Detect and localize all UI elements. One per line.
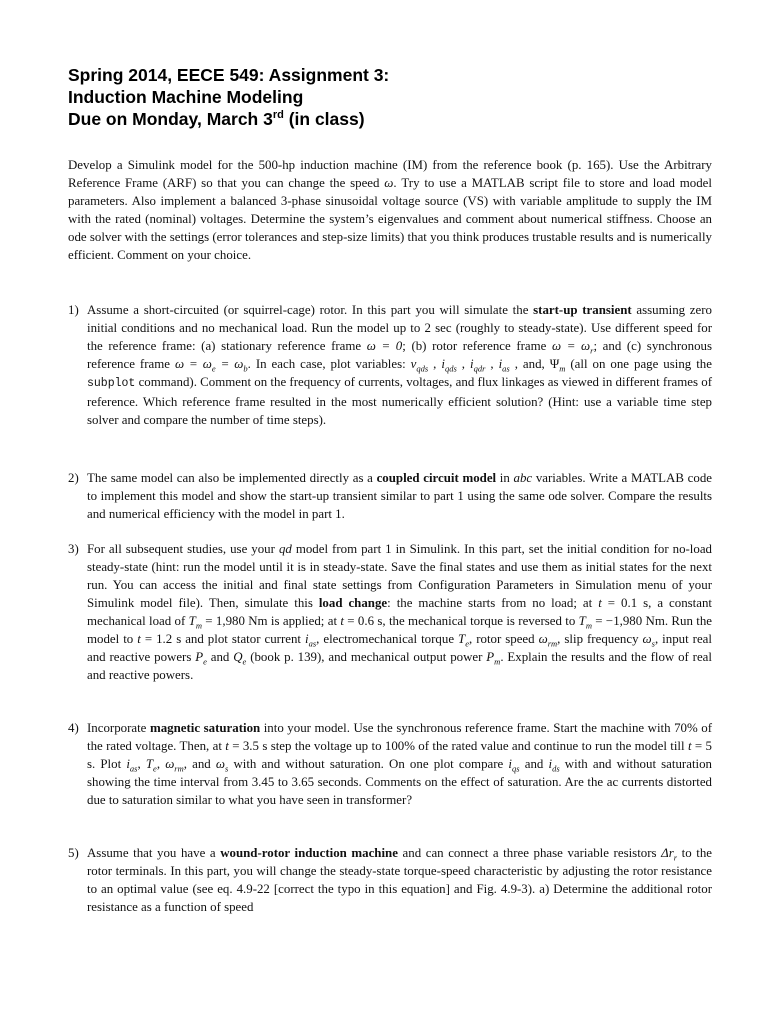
list-item-2 [68,469,712,523]
title-line-due [68,108,728,130]
item-text: The same model can also be implemented directly as a coupled circuit model in abc variables. Write a MATLAB code to implement this model and show the start-up transient similar to part 1 using the same ode solver. Compare the results and numerical efficiency with the model in part 1. [87,471,712,521]
intro-paragraph: Develop a Simulink model for the 500-hp induction machine (IM) from the reference book (p. 165). Use the Arbitrary Reference Frame (ARF) so that you can change the speed ω. Try to use a MATLAB script file to store and load model parameters. Also implement a balanced 3-phase sinusoidal voltage source (VS) with variable amplitude to supply the IM with the rated (nominal) voltages. Determine the system’s eigenvalues and comment about numerical stiffness. Choose an ode solver with the settings (error tolerances and step-size limits) that you think produces trustable results and is numerically efficient. Comment on your choice. [68,158,712,262]
list-item-5 [68,844,712,916]
item-text: Assume a short-circuited (or squirrel-cage) rotor. In this part you will simulate the start-up transient assuming zero initial conditions and no mechanical load. Run the model up to 2 sec (roughly to steady-state). Use different speed for the reference frame: (a) stationary reference frame ω = 0; (b) rotor reference frame $\omega = \omega_r$; and (c) synchronous reference frame $\omega = \omega_e = \omega_b$. In each case, plot variables: $v_{qds}$ , $i_{qds}$ , $i_{qdr}$ , $i_{as}$ , and, $\Psi_m$ (all on one page using the subplot command). Comment on the frequency of currents, voltages, and flux linkages as viewed in different frames of reference. Which reference frame resulted in the most numerically efficient solution? (Hint: use a variable time step solver and compare the number of time steps). [87,303,712,427]
title-line-topic: Induction Machine Modeling [68,87,304,107]
title-line-course: Spring 2014, EECE 549: Assignment 3: [68,65,390,85]
item-number: 3) [68,542,79,556]
due-superscript: rd [272,109,284,122]
item-text: Incorporate magnetic saturation into your model. Use the synchronous reference frame. Start the machine with 70% of the rated voltage. Then, at t = 3.5 s step the voltage up to 100% of the rated value and continue to run the model till t = 5 s. Plot $i_{as}$, $T_e$, $\omega_{rm}$, and $\omega_s$ with and without saturation. On one plot compare $i_{qs}$ and $i_{ds}$ with and without saturation showing the time interval from 3.45 to 3.65 seconds. Comments on the effect of saturation. Are the ac currents distorted due to saturation similar to what you have seen in transformer? [87,721,713,807]
item-number: 2) [68,471,79,485]
due-text-end: (in class) [283,109,365,129]
list-item-1 [68,301,712,429]
list-item-3 [68,540,712,684]
due-text: Due on Monday, March 3 [68,109,273,129]
item-number: 1) [68,303,79,317]
item-text: For all subsequent studies, use your qd model from part 1 in Simulink. In this part, set the initial condition for no-load steady-state (hint: run the model until it is in steady-state. Save the final states and use them as initial states for the next run. You can access the initial and final state settings from Configuration Parameters in Simulation menu of your Simulink model file). Then, simulate this load change: the machine starts from no load; at t = 0.1 s, a constant mechanical load of $T_m = 1,980$ Nm is applied; at t = 0.6 s, the mechanical torque is reversed to $T_m = -1,980$ Nm. Run the model to t = 1.2 s and plot stator current $i_{as}$, electromechanical torque $T_e$, rotor speed $\omega_{rm}$, slip frequency $\omega_s$, input real and reactive powers $P_e$ and $Q_e$ (book p. 139), and mechanical output power $P_m$. Explain the results and the flow of real and reactive powers. [87,542,713,682]
list-item-4 [68,719,712,809]
item-text: Assume that you have a wound-rotor induction machine and can connect a three phase variable resistors $\Delta r_r$ to the rotor terminals. In this part, you will change the steady-state torque-speed characteristic by adjusting the rotor resistance to an optimal value (see eq. 4.9-22 [correct the typo in this equation] and Fig. 4.9-3). a) Determine the additional rotor resistance as a function of speed [87,846,712,914]
assignment-title [68,64,728,130]
item-number: 5) [68,846,79,860]
item-number: 4) [68,721,79,735]
